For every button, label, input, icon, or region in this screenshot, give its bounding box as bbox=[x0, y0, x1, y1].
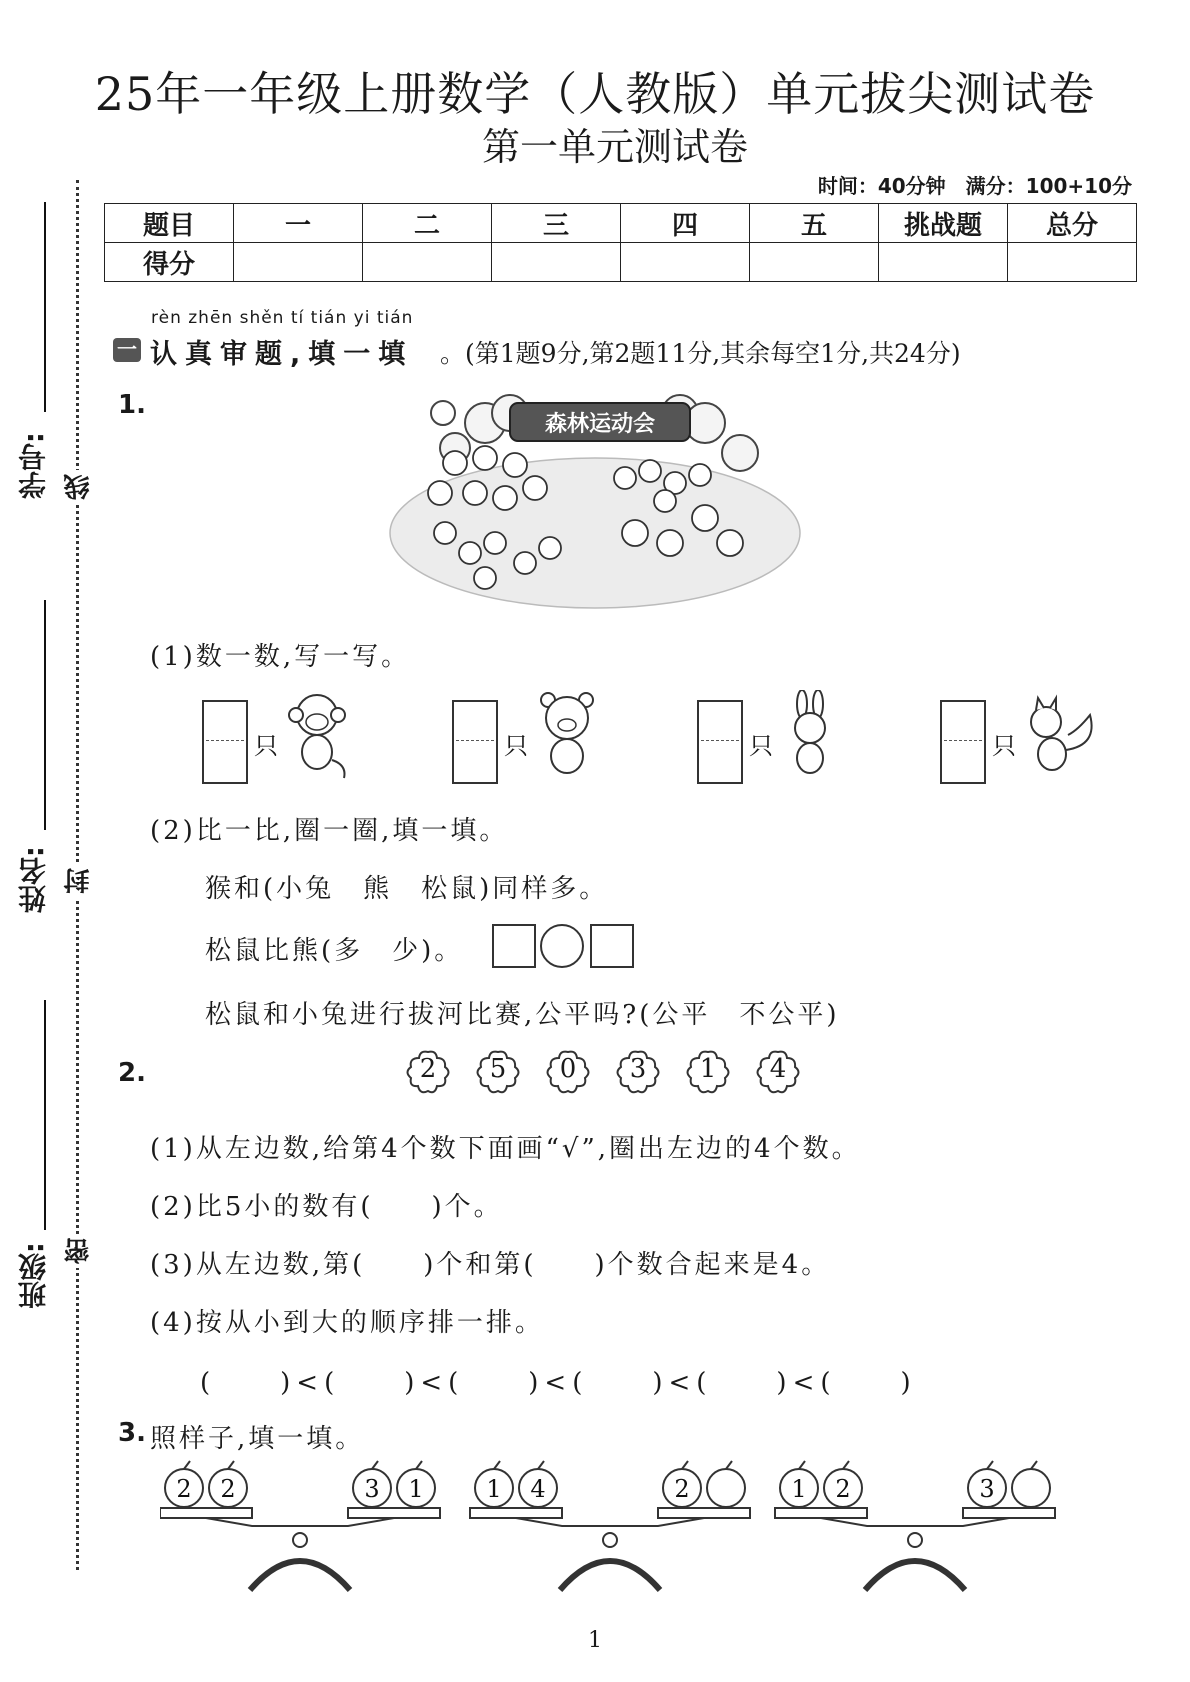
apple-number: 1 bbox=[486, 1475, 502, 1503]
binding-mark-line: 线 bbox=[60, 470, 97, 504]
rabbit-icon bbox=[775, 690, 845, 780]
flower-number: 4 bbox=[769, 1054, 787, 1084]
left-pan bbox=[470, 1508, 562, 1518]
score-table bbox=[104, 203, 1137, 282]
apple-stem bbox=[372, 1461, 378, 1469]
apple-number: 2 bbox=[835, 1475, 851, 1503]
question-2-part-3[interactable]: (3)从左边数,第( )个和第( )个数合起来是4。 bbox=[150, 1250, 831, 1280]
count-answer-box[interactable] bbox=[202, 700, 248, 784]
question-1-number: 1. bbox=[118, 390, 146, 420]
question-1-part-2: (2)比一比,圈一圈,填一填。 bbox=[150, 816, 509, 846]
flower-number-card bbox=[544, 1048, 592, 1096]
score-cell: 二 bbox=[363, 204, 492, 243]
score-input-cell[interactable] bbox=[1008, 243, 1137, 282]
banner-text: 森林运动会 bbox=[544, 412, 656, 437]
score-label-cell: 得分 bbox=[105, 243, 234, 282]
apple-stem bbox=[1031, 1461, 1037, 1469]
score-input-cell[interactable] bbox=[363, 243, 492, 282]
apple-number: 4 bbox=[530, 1475, 546, 1503]
scale-stand bbox=[560, 1561, 660, 1590]
section-title: 认真审题,填一填 bbox=[150, 339, 414, 370]
exam-meta: 时间：40分钟 满分：100+10分 bbox=[817, 174, 1132, 198]
squirrel-icon bbox=[1018, 690, 1098, 780]
unit-label: 只 bbox=[504, 732, 528, 760]
score-cell: 题目 bbox=[105, 204, 234, 243]
score-input-cell[interactable] bbox=[234, 243, 363, 282]
flower-number-card bbox=[404, 1048, 452, 1096]
unit-label: 只 bbox=[749, 732, 773, 760]
score-cell: 一 bbox=[234, 204, 363, 243]
apple-number: 2 bbox=[674, 1475, 690, 1503]
scale-beam bbox=[516, 1518, 704, 1526]
compare-line-2[interactable]: 松鼠比熊(多 少)。 bbox=[205, 936, 464, 966]
score-cell: 三 bbox=[492, 204, 621, 243]
flower-number: 0 bbox=[559, 1054, 577, 1084]
apple-stem bbox=[416, 1461, 422, 1469]
binding-mark-secret: 密 bbox=[60, 1234, 97, 1268]
flower-number-card bbox=[614, 1048, 662, 1096]
score-table-header-row bbox=[105, 204, 1137, 243]
question-2-part-4: (4)按从小到大的顺序排一排。 bbox=[150, 1308, 544, 1338]
apple-stem bbox=[799, 1461, 805, 1469]
apple-stem bbox=[726, 1461, 732, 1469]
scale-stand bbox=[250, 1561, 350, 1590]
apple-stem bbox=[843, 1461, 849, 1469]
question-2-part-1: (1)从左边数,给第4个数下面画“√”,圈出左边的4个数。 bbox=[150, 1134, 861, 1164]
score-input-cell[interactable] bbox=[750, 243, 879, 282]
apple-number: 2 bbox=[176, 1475, 192, 1503]
flower-number-card bbox=[754, 1048, 802, 1096]
compare-line-1[interactable]: 猴和(小兔 熊 松鼠)同样多。 bbox=[205, 874, 609, 904]
flower-number-card bbox=[684, 1048, 732, 1096]
apple-number: 1 bbox=[791, 1475, 807, 1503]
forest-sports-illustration bbox=[385, 393, 805, 613]
apple-number: 3 bbox=[364, 1475, 380, 1503]
right-pan bbox=[658, 1508, 750, 1518]
score-input-cell[interactable] bbox=[879, 243, 1008, 282]
apple-number: 1 bbox=[408, 1475, 424, 1503]
balance-scale bbox=[470, 1461, 750, 1590]
score-cell: 四 bbox=[621, 204, 750, 243]
count-answer-box[interactable] bbox=[940, 700, 986, 784]
section-score-note: 。(第1题9分,第2题11分,其余每空1分,共24分) bbox=[440, 339, 961, 368]
right-pan bbox=[963, 1508, 1055, 1518]
scale-pivot bbox=[908, 1533, 922, 1547]
question-1-part-1: (1)数一数,写一写。 bbox=[150, 642, 411, 672]
score-cell: 五 bbox=[750, 204, 879, 243]
apple-stem bbox=[184, 1461, 190, 1469]
apple-stem bbox=[538, 1461, 544, 1469]
unit-label: 只 bbox=[254, 732, 278, 760]
apple-icon bbox=[707, 1469, 745, 1507]
answer-circle-box[interactable] bbox=[540, 924, 584, 968]
scale-pivot bbox=[293, 1533, 307, 1547]
scale-pivot bbox=[603, 1533, 617, 1547]
apple-stem bbox=[682, 1461, 688, 1469]
class-label: 班级: bbox=[17, 1242, 50, 1310]
answer-square-box[interactable] bbox=[492, 924, 536, 968]
name-line[interactable] bbox=[44, 600, 46, 830]
student-id-line[interactable] bbox=[44, 202, 46, 412]
section-pinyin: rèn zhēn shěn tí tián yi tián bbox=[151, 308, 414, 328]
flower-number: 2 bbox=[419, 1054, 437, 1084]
score-input-cell[interactable] bbox=[621, 243, 750, 282]
section-number-badge: 一 bbox=[113, 338, 141, 362]
question-2-part-2[interactable]: (2)比5小的数有( )个。 bbox=[150, 1192, 503, 1222]
unit-label: 只 bbox=[992, 732, 1016, 760]
left-pan bbox=[160, 1508, 252, 1518]
left-pan bbox=[775, 1508, 867, 1518]
bear-icon bbox=[532, 690, 602, 780]
balance-scale bbox=[775, 1461, 1055, 1590]
apple-number: 2 bbox=[220, 1475, 236, 1503]
right-pan bbox=[348, 1508, 440, 1518]
apple-stem bbox=[987, 1461, 993, 1469]
student-id-label: 学号: bbox=[17, 432, 50, 500]
count-answer-box[interactable] bbox=[452, 700, 498, 784]
flower-number-card bbox=[474, 1048, 522, 1096]
page-title: 25年一年级上册数学（人教版）单元拔尖测试卷 bbox=[94, 67, 1096, 121]
apple-stem bbox=[228, 1461, 234, 1469]
scale-stand bbox=[865, 1561, 965, 1590]
ordering-blanks[interactable]: ( )<( )<( )<( )<( )<( ) bbox=[200, 1368, 917, 1398]
page-subtitle: 第一单元测试卷 bbox=[481, 125, 748, 169]
class-line[interactable] bbox=[44, 1000, 46, 1230]
flower-number: 3 bbox=[629, 1054, 647, 1084]
score-cell: 挑战题 bbox=[879, 204, 1008, 243]
question-2-number: 2. bbox=[118, 1058, 146, 1088]
apple-number: 3 bbox=[979, 1475, 995, 1503]
binding-mark-seal: 封 bbox=[60, 864, 97, 898]
monkey-icon bbox=[282, 690, 352, 780]
score-cell: 总分 bbox=[1008, 204, 1137, 243]
count-answer-box[interactable] bbox=[697, 700, 743, 784]
balance-scales-illustration bbox=[160, 1460, 1080, 1600]
question-3-title: 照样子,填一填。 bbox=[150, 1424, 365, 1454]
balance-scale bbox=[160, 1461, 440, 1590]
page-number: 1 bbox=[588, 1628, 602, 1653]
compare-line-3[interactable]: 松鼠和小兔进行拔河比赛,公平吗?(公平 不公平) bbox=[205, 1000, 840, 1030]
answer-square-box[interactable] bbox=[590, 924, 634, 968]
balance-scales-group bbox=[160, 1461, 1055, 1590]
scale-beam bbox=[206, 1518, 394, 1526]
apple-stem bbox=[494, 1461, 500, 1469]
sun-icon bbox=[431, 401, 455, 425]
score-input-cell[interactable] bbox=[492, 243, 621, 282]
score-table-score-row bbox=[105, 243, 1137, 282]
name-label: 姓名: bbox=[17, 846, 50, 914]
flower-number: 5 bbox=[489, 1054, 507, 1084]
apple-icon bbox=[1012, 1469, 1050, 1507]
question-3-number: 3. bbox=[118, 1418, 146, 1448]
flower-number: 1 bbox=[699, 1054, 717, 1084]
scale-beam bbox=[821, 1518, 1009, 1526]
